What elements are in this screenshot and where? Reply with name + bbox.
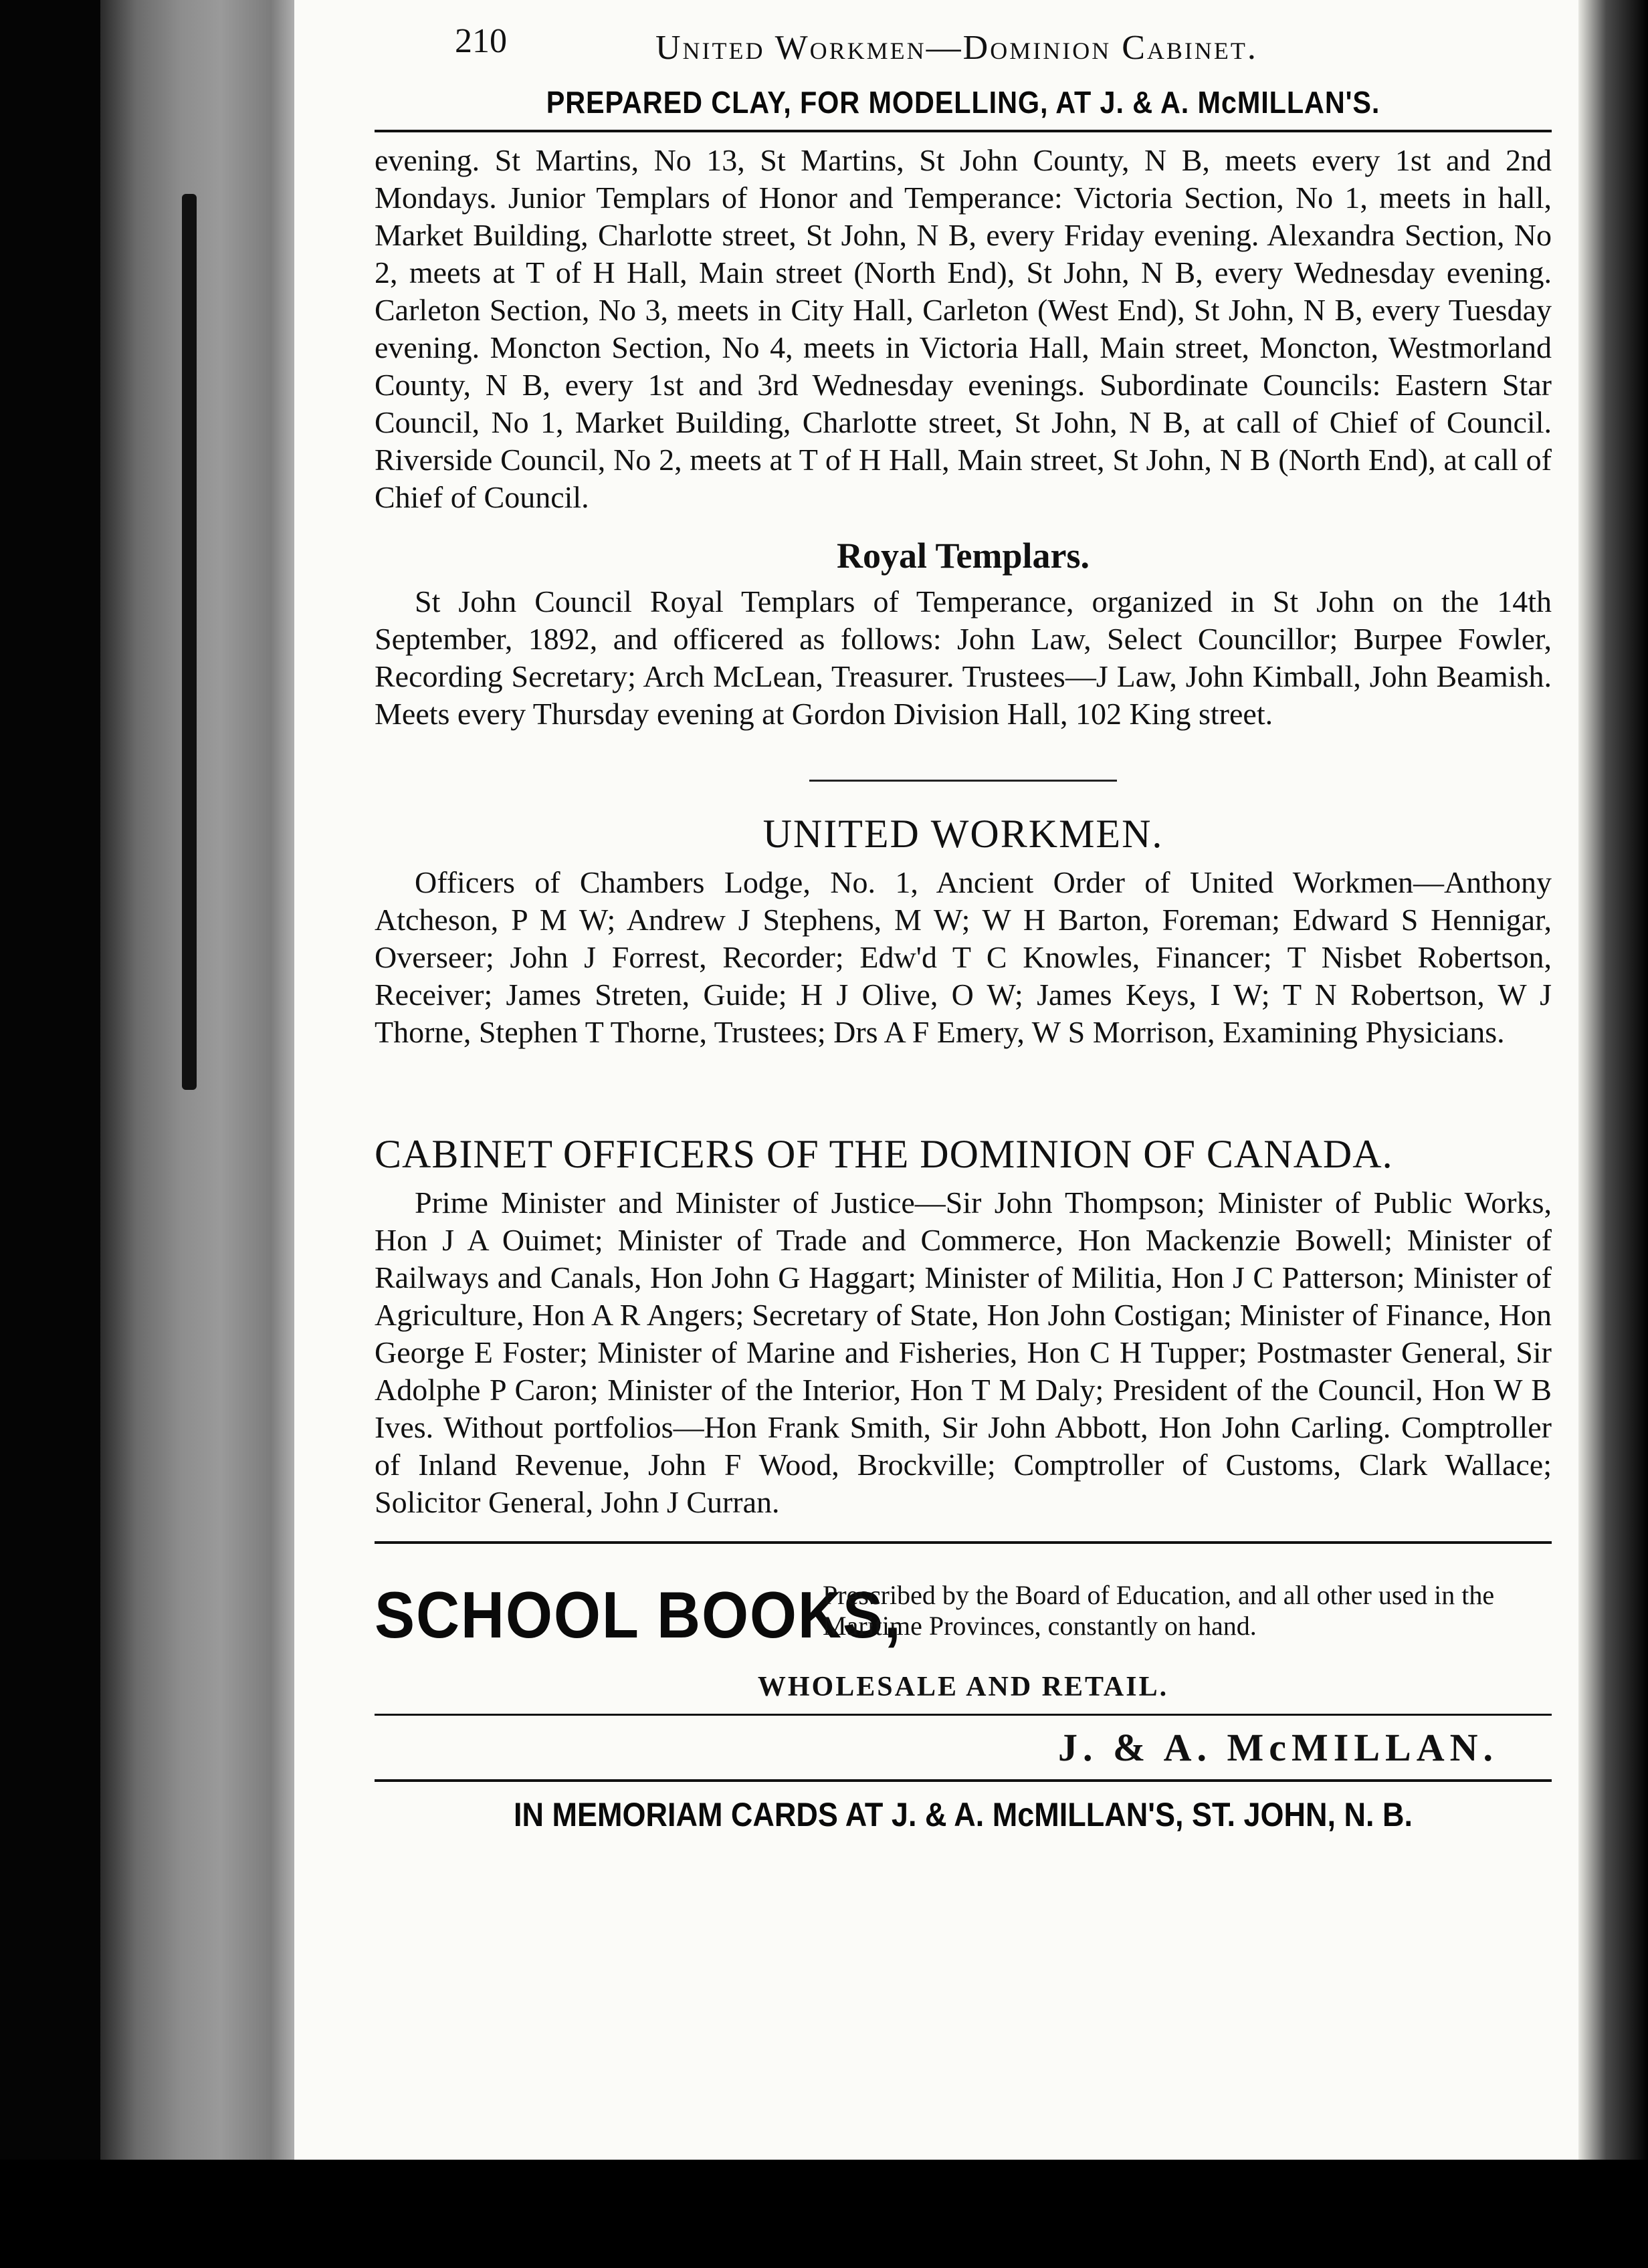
binding-shadow-mark — [182, 194, 197, 1090]
advert-firm: J. & A. McMILLAN. — [1058, 1726, 1498, 1769]
top-advert-banner: PREPARED CLAY, FOR MODELLING, AT J. & A. McMILLAN'S. — [546, 85, 1380, 120]
advert-title: SCHOOL BOOKS, — [375, 1578, 902, 1652]
royal-templars-paragraph: St John Council Royal Templars of Temperance, organized in St John on the 14th September, 1892, and officered as follows: John Law, Select Councillor; Burpee Fowler, Recording Secretary; Arch McLean, Treasurer. Trustees—J Law, John Kimball, John Beamish. Meets every Thursday evening at Gordon Division Hall, 102 King street. — [375, 584, 1552, 731]
book-binding — [100, 0, 301, 2268]
divider — [375, 130, 1552, 132]
advert-subline: WHOLESALE AND RETAIL. — [757, 1672, 1169, 1702]
cabinet-paragraph: Prime Minister and Minister of Justice—Sir John Thompson; Minister of Public Works, Hon J A Ouimet; Minister of Trade and Commerce, Hon Mackenzie Bowell; Minister of Railways and Canals, Hon John G Haggart; Minister of Militia, Hon J C Patterson; Minister of Agriculture, Hon A R Angers; Secretary of State, Hon John Costigan; Minister of Finance, Hon George E Foster; Minister of Marine and Fisheries, Hon C H Tupper; Postmaster General, Sir Adolphe P Caron; Minister of the Interior, Hon T M Daly; President of the Council, Hon W B Ives. Without portfolios—Hon Frank Smith, Sir John Abbott, Hon John Carling. Comptroller of Inland Revenue, John F Wood, Brockville; Comptroller of Customs, Clark Wallace; Solicitor General, John J Curran. — [375, 1185, 1552, 1519]
school-books-advert — [375, 1571, 1552, 1658]
advert-top-rule — [375, 1541, 1552, 1544]
united-workmen-paragraph: Officers of Chambers Lodge, No. 1, Ancient Order of United Workmen—Anthony Atcheson, P M W; Andrew J Stephens, M W; W H Barton, Foreman; Edward S Hennigar, Overseer; John J Forrest, Recorder; Edw'd T C Knowles, Financer; T Nisbet Robertson, Receiver; James Streten, Guide; H J Olive, O W; James Keys, I W; T N Robertson, W J Thorne, Stephen T Thorne, Trustees; Drs A F Emery, W S Morrison, Examining Physicians. — [375, 865, 1552, 1049]
united-workmen-heading: UNITED WORKMEN. — [762, 812, 1164, 856]
templars-of-honor-paragraph: evening. St Martins, No 13, St Martins, St John County, N B, meets every 1st and 2nd Mondays. Junior Templars of Honor and Temperance: Victoria Section, No 1, meets in hall, Market Building, Charlotte street, St John, N B, every Friday evening. Alexandra Section, No 2, meets at T of H Hall, Main street (North End), St John, N B, every Wednesday evening. Carleton Section, No 3, meets in City Hall, Carleton (West End), St John, N B, every Tuesday evening. Moncton Section, No 4, meets in Victoria Hall, Main street, Moncton, Westmorland County, N B, every 1st and 3rd Wednesday evenings. Subordinate Councils: Eastern Star Council, No 1, Market Building, Charlotte street, St John, N B, at call of Chief of Council. Riverside Council, No 2, meets at T of H Hall, Main street, St John, N B (North End), at call of Chief of Council. — [375, 143, 1552, 514]
footer-advert-banner: IN MEMORIAM CARDS AT J. & A. McMILLAN'S, ST. JOHN, N. B. — [513, 1796, 1413, 1833]
cabinet-heading: CABINET OFFICERS OF THE DOMINION OF CANADA. — [375, 1132, 1393, 1176]
advert-bottom-rule — [375, 1779, 1552, 1782]
section-divider — [809, 780, 1117, 782]
running-head — [375, 13, 1552, 75]
advert-mid-rule — [375, 1714, 1552, 1716]
royal-templars-heading: Royal Templars. — [836, 536, 1090, 576]
page-number: 210 — [455, 22, 507, 60]
scan-bottom-margin — [0, 2160, 1648, 2268]
advert-description: Prescribed by the Board of Education, and all other used in the Maritime Provinces, constantly on hand. — [823, 1580, 1495, 1641]
page-content — [375, 13, 1552, 1834]
page-right-edge — [1578, 0, 1648, 2268]
running-title: United Workmen—Dominion Cabinet. — [655, 29, 1258, 67]
